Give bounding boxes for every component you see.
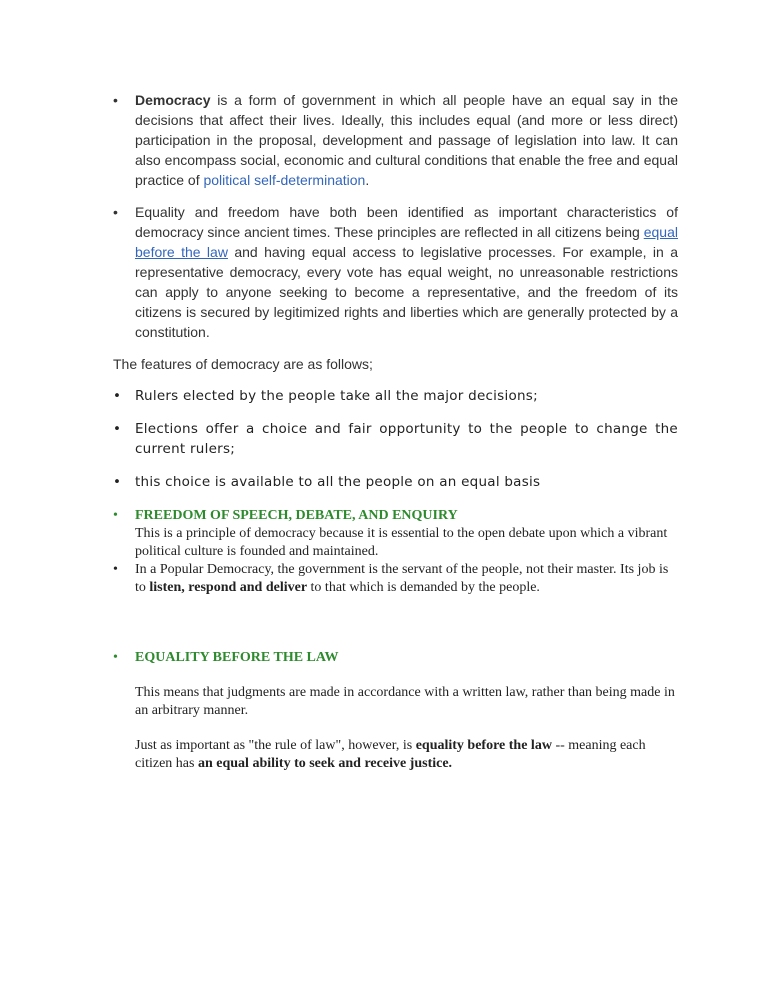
bullet-marker: • xyxy=(113,562,118,577)
bullet-marker: • xyxy=(113,204,118,220)
bullet-marker: • xyxy=(113,388,122,404)
equality-law-heading: EQUALITY BEFORE THE LAW xyxy=(135,650,339,665)
democracy-term: Democracy xyxy=(135,92,211,108)
feature-item xyxy=(113,419,678,459)
freedom-heading: FREEDOM OF SPEECH, DEBATE, AND ENQUIRY xyxy=(135,508,458,523)
freedom-section xyxy=(135,507,678,561)
democracy-end: . xyxy=(365,172,370,188)
equality-paragraph xyxy=(135,202,678,342)
feature-item xyxy=(113,386,678,406)
political-self-determination-link[interactable]: political self-determination xyxy=(203,172,366,188)
democracy-paragraph xyxy=(135,90,678,190)
equality-text-start: Equality and freedom have both been identified as important characteristics of democracy since ancient times. These principles are reflected in all citizens being xyxy=(135,204,678,240)
para2-mid: -- meaning each citizen has xyxy=(135,738,646,771)
bullet-popular-democracy xyxy=(113,561,678,597)
features-heading: The features of democracy are as follows; xyxy=(113,356,373,372)
popular-democracy-paragraph xyxy=(135,561,678,597)
bullet-equality-before-law xyxy=(113,649,678,667)
equality-law-paragraph-1: This means that judgments are made in accordance with a written law, rather than being made in an arbitrary manner. xyxy=(135,685,675,718)
para2-bold-1: equality before the law xyxy=(415,738,552,753)
para2-bold-2: an equal ability to seek and receive justice. xyxy=(197,756,453,771)
bullet-marker: • xyxy=(113,650,118,665)
democracy-text: is a form of government in which all people have an equal say in the decisions that affect their lives. Ideally, this includes equal (and more or less direct) participation in the proposal, development and passage of legislation into law. It can also encompass social, economic and cultural conditions that enable the free and equal practice of xyxy=(135,92,678,188)
feature-item-text: Rulers elected by the people take all the major decisions; xyxy=(135,388,538,404)
bullet-equality-freedom xyxy=(113,202,678,342)
feature-item xyxy=(113,472,678,492)
bullet-marker: • xyxy=(113,508,118,523)
equality-text-rest: and having equal access to legislative processes. For example, in a representative democracy, every vote has equal weight, no unreasonable restrictions can apply to anyone seeking to become a representative, and the freedom of its citizens is secured by legitimized rights and liberties which are generally protected by a constitution. xyxy=(135,244,678,340)
bullet-democracy xyxy=(113,90,678,190)
freedom-body: This is a principle of democracy because it is essential to the open debate upon which a vibrant political culture is founded and maintained. xyxy=(135,526,668,559)
bullet-marker: • xyxy=(113,92,118,108)
equal-before-the-law-link[interactable]: equal before the law xyxy=(135,224,678,260)
feature-item-text: this choice is available to all the people on an equal basis xyxy=(135,474,541,490)
popular-text-bold: listen, respond and deliver xyxy=(149,580,308,595)
bullet-freedom-of-speech xyxy=(113,507,678,561)
feature-item-text: Elections offer a choice and fair opportunity to the people to change the current rulers; xyxy=(135,421,678,457)
bullet-marker: • xyxy=(113,421,122,437)
popular-text-end: to that which is demanded by the people. xyxy=(307,580,540,595)
equality-law-paragraph-2 xyxy=(135,737,680,773)
bullet-marker: • xyxy=(113,474,122,490)
popular-text-start: In a Popular Democracy, the government is the servant of the people, not their master. Its job is to xyxy=(135,562,669,595)
para2-start: Just as important as "the rule of law", however, is xyxy=(135,738,416,753)
